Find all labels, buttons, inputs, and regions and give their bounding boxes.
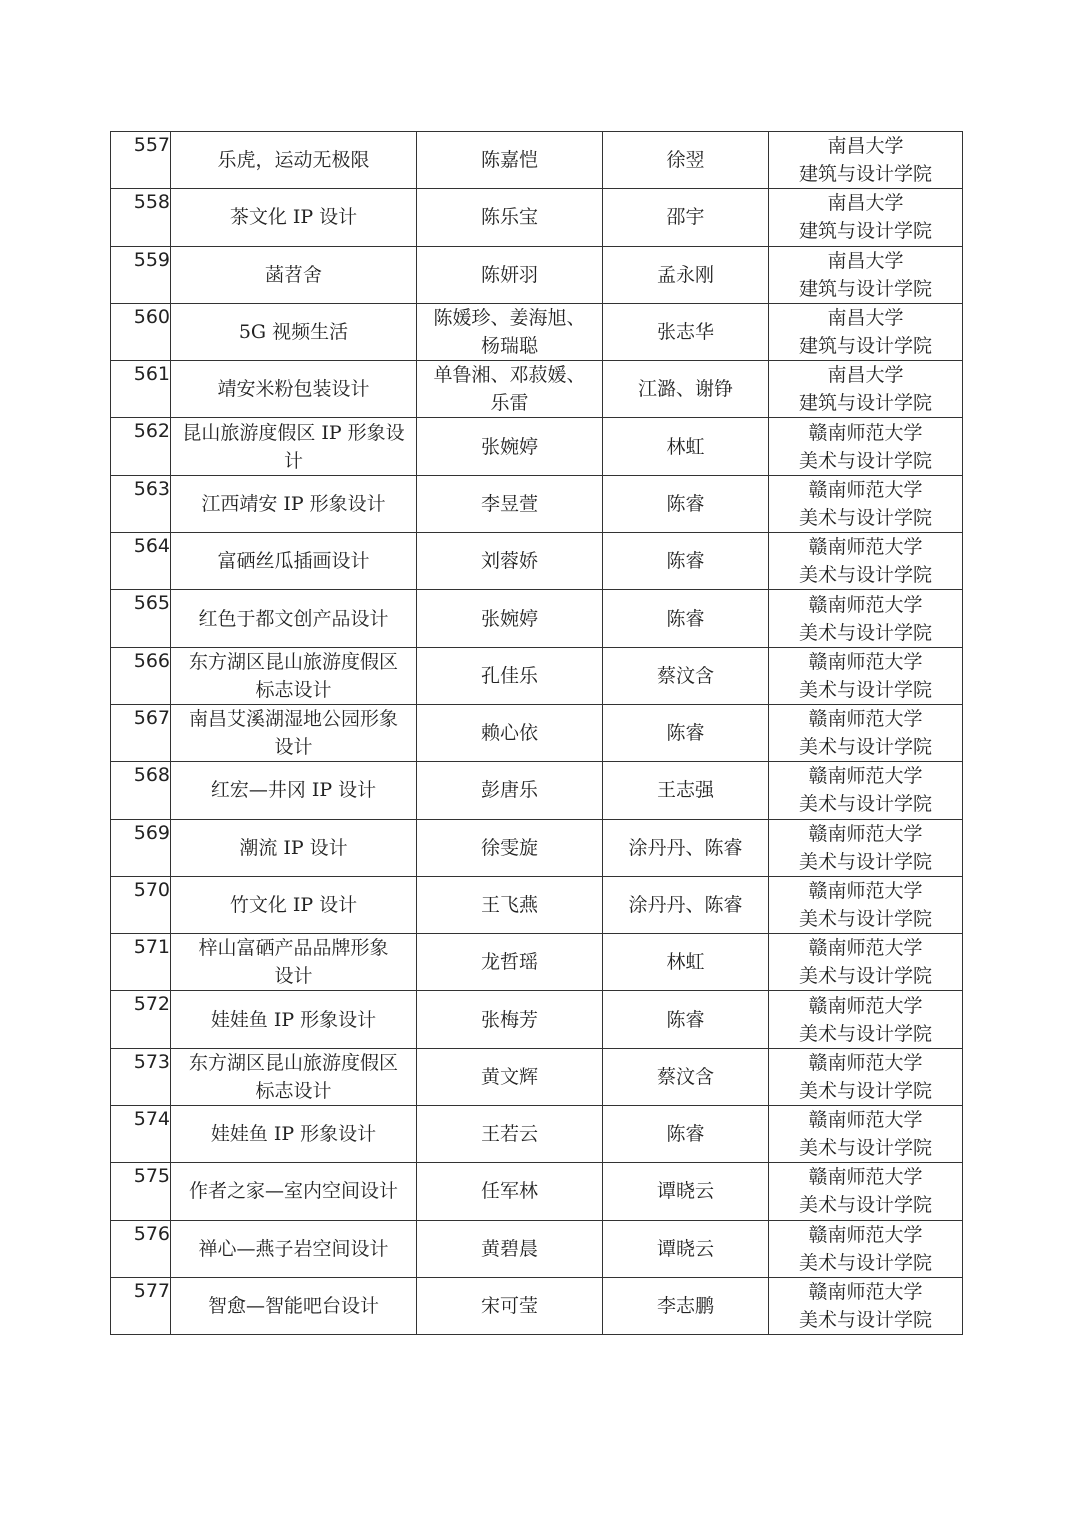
unit-cell: [769, 1220, 963, 1277]
advisor-cell: [603, 132, 769, 189]
advisor-cell: [603, 934, 769, 991]
advisor-cell-line: 涂丹丹、陈睿: [628, 894, 743, 916]
unit-cell-line: 美术与设计学院: [798, 736, 932, 759]
advisor-cell-line: 陈睿: [666, 492, 705, 515]
unit-cell: [769, 1106, 963, 1163]
unit-cell-line: 美术与设计学院: [798, 506, 932, 529]
author-cell-line: 张梅芳: [480, 1008, 538, 1031]
advisor-cell: [603, 1277, 769, 1334]
advisor-cell-line: 邵宇: [666, 206, 705, 229]
advisor-cell: [603, 418, 769, 475]
work-title-cell: [171, 647, 417, 704]
row-number: 566: [111, 647, 171, 704]
work-title-cell: [171, 762, 417, 819]
unit-cell-line: 赣南师范大学: [808, 536, 923, 559]
unit-cell-line: 建筑与设计学院: [798, 277, 932, 300]
row-number: 570: [111, 876, 171, 933]
work-title-cell-line: 标志设计: [255, 1079, 332, 1102]
unit-cell-line: 美术与设计学院: [798, 1251, 932, 1274]
unit-cell-line: 赣南师范大学: [808, 1281, 923, 1304]
unit-cell: [769, 1163, 963, 1220]
work-title-cell-line: 红色于都文创产品设计: [198, 607, 389, 630]
advisor-cell-line: 林虹: [666, 435, 705, 458]
author-cell-line: 黄文辉: [480, 1065, 538, 1088]
unit-cell-line: 美术与设计学院: [798, 678, 932, 701]
work-title-cell-line: 设计: [274, 965, 313, 988]
unit-cell-line: 南昌大学: [827, 364, 904, 387]
row-number: 572: [111, 991, 171, 1048]
author-cell: [417, 1106, 603, 1163]
work-title-cell-line: 计: [283, 449, 303, 472]
row-number: 557: [111, 132, 171, 189]
unit-cell-line: 赣南师范大学: [808, 880, 923, 902]
work-title-cell-line: 智愈—智能吧台设计: [207, 1295, 379, 1318]
unit-cell-line: 美术与设计学院: [798, 1137, 932, 1160]
unit-cell: [769, 246, 963, 303]
work-title-cell-line: 竹文化 IP 设计: [229, 894, 358, 916]
table-row: [111, 704, 963, 761]
author-cell: [417, 361, 603, 418]
author-cell: [417, 1048, 603, 1105]
unit-cell-line: 建筑与设计学院: [798, 335, 932, 358]
advisor-cell-line: 谭晓云: [656, 1237, 714, 1260]
unit-cell-line: 南昌大学: [827, 249, 904, 272]
advisor-cell: [603, 1163, 769, 1220]
advisor-cell-line: 蔡汶含: [656, 664, 714, 687]
unit-cell: [769, 303, 963, 360]
advisor-cell-line: 陈睿: [666, 550, 705, 573]
unit-cell-line: 赣南师范大学: [808, 1051, 923, 1074]
table-row: [111, 533, 963, 590]
author-cell: [417, 590, 603, 647]
unit-cell: [769, 819, 963, 876]
work-title-cell-line: 靖安米粉包装设计: [217, 378, 370, 401]
row-number: 567: [111, 704, 171, 761]
unit-cell-line: 美术与设计学院: [798, 1079, 932, 1102]
work-title-cell: [171, 189, 417, 246]
work-title-cell-line: 乐虎，运动无极限: [217, 149, 370, 172]
work-title-cell: [171, 475, 417, 532]
unit-cell-line: 赣南师范大学: [808, 1166, 923, 1189]
unit-cell: [769, 533, 963, 590]
author-cell-line: 张婉婷: [480, 607, 538, 630]
advisor-cell-line: 徐翌: [666, 149, 705, 172]
advisor-cell-line: 蔡汶含: [656, 1065, 714, 1088]
author-cell: [417, 418, 603, 475]
author-cell: [417, 1277, 603, 1334]
author-cell-line: 王飞燕: [480, 894, 538, 916]
unit-cell: [769, 189, 963, 246]
unit-cell: [769, 647, 963, 704]
advisor-cell: [603, 762, 769, 819]
unit-cell-line: 赣南师范大学: [808, 822, 923, 845]
advisor-cell: [603, 991, 769, 1048]
unit-cell-line: 赣南师范大学: [808, 421, 923, 444]
advisor-cell-line: 陈睿: [666, 722, 705, 745]
work-title-cell-line: 5G 视频生活: [238, 321, 349, 344]
advisor-cell-line: 陈睿: [666, 607, 705, 630]
unit-cell: [769, 934, 963, 991]
unit-cell-line: 美术与设计学院: [798, 908, 932, 930]
advisor-cell: [603, 819, 769, 876]
advisor-cell-line: 王志强: [656, 779, 714, 802]
row-number: 565: [111, 590, 171, 647]
unit-cell-line: 赣南师范大学: [808, 478, 923, 501]
author-cell-line: 单鲁湘、邓菽媛、: [433, 364, 586, 387]
unit-cell-line: 美术与设计学院: [798, 1022, 932, 1045]
advisor-cell: [603, 533, 769, 590]
unit-cell-line: 建筑与设计学院: [798, 392, 932, 415]
advisor-cell: [603, 1220, 769, 1277]
unit-cell: [769, 876, 963, 933]
row-number: 561: [111, 361, 171, 418]
work-title-cell: [171, 991, 417, 1048]
author-cell-line: 宋可莹: [480, 1295, 538, 1318]
advisor-cell-line: 李志鹏: [656, 1295, 714, 1318]
unit-cell-line: 建筑与设计学院: [798, 163, 932, 186]
work-title-cell: [171, 934, 417, 991]
unit-cell-line: 赣南师范大学: [808, 593, 923, 616]
author-cell-line: 王若云: [480, 1123, 538, 1146]
work-title-cell-line: 富硒丝瓜插画设计: [217, 550, 370, 573]
table-row: [111, 647, 963, 704]
unit-cell-line: 赣南师范大学: [808, 1223, 923, 1246]
unit-cell-line: 美术与设计学院: [798, 449, 932, 472]
row-number: 574: [111, 1106, 171, 1163]
author-cell: [417, 1163, 603, 1220]
table-row: [111, 934, 963, 991]
unit-cell-line: 建筑与设计学院: [798, 220, 932, 243]
row-number: 558: [111, 189, 171, 246]
author-cell-line: 张婉婷: [480, 435, 538, 458]
row-number: 563: [111, 475, 171, 532]
unit-cell-line: 赣南师范大学: [808, 765, 923, 788]
advisor-cell: [603, 647, 769, 704]
work-title-cell-line: 娃娃鱼 IP 形象设计: [210, 1123, 377, 1146]
table-row: [111, 418, 963, 475]
table-row: [111, 876, 963, 933]
work-title-cell-line: 茶文化 IP 设计: [229, 206, 358, 229]
unit-cell-line: 美术与设计学院: [798, 850, 932, 873]
author-cell-line: 龙哲瑶: [480, 951, 538, 974]
author-cell-line: 陈乐宝: [480, 206, 538, 229]
author-cell-line: 乐雷: [490, 392, 529, 415]
author-cell-line: 赖心依: [480, 722, 538, 745]
author-cell: [417, 819, 603, 876]
unit-cell-line: 美术与设计学院: [798, 621, 932, 644]
work-title-cell-line: 红宏—井冈 IP 设计: [210, 779, 377, 802]
work-title-cell-line: 设计: [274, 736, 313, 759]
table-row: [111, 819, 963, 876]
author-cell: [417, 475, 603, 532]
work-title-cell: [171, 876, 417, 933]
author-cell-line: 彭唐乐: [480, 779, 538, 802]
advisor-cell-line: 孟永刚: [656, 263, 714, 286]
author-cell-line: 徐雯旋: [480, 836, 538, 859]
work-title-cell-line: 作者之家—室内空间设计: [188, 1180, 398, 1203]
advisor-cell: [603, 303, 769, 360]
table-row: [111, 762, 963, 819]
unit-cell-line: 赣南师范大学: [808, 650, 923, 673]
work-title-cell-line: 禅心—燕子岩空间设计: [198, 1237, 389, 1260]
unit-cell: [769, 418, 963, 475]
author-cell-line: 黄碧晨: [480, 1237, 538, 1260]
work-title-cell-line: 娃娃鱼 IP 形象设计: [210, 1008, 377, 1031]
table-row: [111, 1106, 963, 1163]
work-title-cell: [171, 1220, 417, 1277]
author-cell-line: 陈媛珍、姜海旭、: [433, 307, 586, 330]
advisor-cell-line: 林虹: [666, 951, 705, 974]
work-title-cell: [171, 819, 417, 876]
author-cell-line: 李昱萱: [480, 492, 538, 515]
awards-table-body: [111, 132, 963, 1335]
row-number: 575: [111, 1163, 171, 1220]
author-cell-line: 陈嘉恺: [480, 149, 538, 172]
author-cell-line: 陈妍羽: [480, 263, 538, 286]
work-title-cell-line: 江西靖安 IP 形象设计: [201, 492, 386, 515]
unit-cell-line: 美术与设计学院: [798, 1309, 932, 1332]
work-title-cell: [171, 361, 417, 418]
author-cell: [417, 934, 603, 991]
work-title-cell: [171, 418, 417, 475]
unit-cell: [769, 1048, 963, 1105]
author-cell-line: 孔佳乐: [480, 664, 538, 687]
work-title-cell-line: 东方湖区昆山旅游度假区: [188, 650, 398, 673]
unit-cell: [769, 475, 963, 532]
advisor-cell-line: 江潞、谢铮: [637, 378, 733, 401]
row-number: 562: [111, 418, 171, 475]
unit-cell-line: 美术与设计学院: [798, 1194, 932, 1217]
unit-cell: [769, 991, 963, 1048]
row-number: 559: [111, 246, 171, 303]
unit-cell-line: 南昌大学: [827, 307, 904, 330]
unit-cell-line: 赣南师范大学: [808, 994, 923, 1017]
table-row: [111, 132, 963, 189]
advisor-cell-line: 张志华: [656, 321, 714, 344]
unit-cell: [769, 132, 963, 189]
unit-cell-line: 美术与设计学院: [798, 965, 932, 988]
unit-cell-line: 南昌大学: [827, 135, 904, 158]
row-number: 569: [111, 819, 171, 876]
table-row: [111, 189, 963, 246]
unit-cell-line: 赣南师范大学: [808, 708, 923, 731]
row-number: 576: [111, 1220, 171, 1277]
table-row: [111, 1277, 963, 1334]
author-cell-line: 任军林: [480, 1180, 538, 1203]
author-cell: [417, 647, 603, 704]
unit-cell: [769, 361, 963, 418]
author-cell: [417, 704, 603, 761]
advisor-cell: [603, 590, 769, 647]
work-title-cell-line: 南昌艾溪湖湿地公园形象: [188, 708, 398, 731]
advisor-cell: [603, 704, 769, 761]
work-title-cell: [171, 246, 417, 303]
advisor-cell: [603, 1106, 769, 1163]
unit-cell: [769, 1277, 963, 1334]
table-row: [111, 1048, 963, 1105]
advisor-cell-line: 陈睿: [666, 1008, 705, 1031]
unit-cell-line: 赣南师范大学: [808, 1109, 923, 1132]
author-cell: [417, 533, 603, 590]
work-title-cell-line: 菡苕舍: [264, 263, 322, 286]
author-cell-line: 杨瑞聪: [480, 335, 538, 358]
table-row: [111, 991, 963, 1048]
work-title-cell: [171, 1277, 417, 1334]
work-title-cell: [171, 132, 417, 189]
work-title-cell-line: 潮流 IP 设计: [239, 836, 348, 859]
author-cell: [417, 876, 603, 933]
unit-cell: [769, 704, 963, 761]
unit-cell: [769, 762, 963, 819]
work-title-cell-line: 梓山富硒产品品牌形象: [198, 937, 389, 960]
advisor-cell-line: 陈睿: [666, 1123, 705, 1146]
row-number: 564: [111, 533, 171, 590]
author-cell: [417, 189, 603, 246]
advisor-cell: [603, 246, 769, 303]
table-row: [111, 1163, 963, 1220]
row-number: 571: [111, 934, 171, 991]
unit-cell-line: 美术与设计学院: [798, 564, 932, 587]
author-cell: [417, 991, 603, 1048]
author-cell: [417, 1220, 603, 1277]
advisor-cell-line: 涂丹丹、陈睿: [628, 836, 743, 859]
work-title-cell: [171, 1106, 417, 1163]
work-title-cell: [171, 303, 417, 360]
work-title-cell: [171, 704, 417, 761]
work-title-cell: [171, 1163, 417, 1220]
row-number: 573: [111, 1048, 171, 1105]
work-title-cell: [171, 533, 417, 590]
table-row: [111, 246, 963, 303]
row-number: 568: [111, 762, 171, 819]
table-row: [111, 590, 963, 647]
unit-cell-line: 南昌大学: [827, 192, 904, 215]
table-row: [111, 1220, 963, 1277]
table-row: [111, 361, 963, 418]
row-number: 577: [111, 1277, 171, 1334]
author-cell: [417, 303, 603, 360]
advisor-cell: [603, 361, 769, 418]
work-title-cell-line: 昆山旅游度假区 IP 形象设: [182, 421, 405, 444]
author-cell: [417, 762, 603, 819]
advisor-cell: [603, 475, 769, 532]
advisor-cell-line: 谭晓云: [656, 1180, 714, 1203]
work-title-cell: [171, 590, 417, 647]
row-number: 560: [111, 303, 171, 360]
advisor-cell: [603, 1048, 769, 1105]
unit-cell: [769, 590, 963, 647]
author-cell-line: 刘蓉娇: [480, 550, 538, 573]
author-cell: [417, 132, 603, 189]
advisor-cell: [603, 189, 769, 246]
unit-cell-line: 赣南师范大学: [808, 937, 923, 960]
table-row: [111, 475, 963, 532]
work-title-cell-line: 东方湖区昆山旅游度假区: [188, 1051, 398, 1074]
author-cell: [417, 246, 603, 303]
unit-cell-line: 美术与设计学院: [798, 793, 932, 816]
table-row: [111, 303, 963, 360]
work-title-cell: [171, 1048, 417, 1105]
advisor-cell: [603, 876, 769, 933]
work-title-cell-line: 标志设计: [255, 678, 332, 701]
awards-table: [110, 131, 963, 1335]
